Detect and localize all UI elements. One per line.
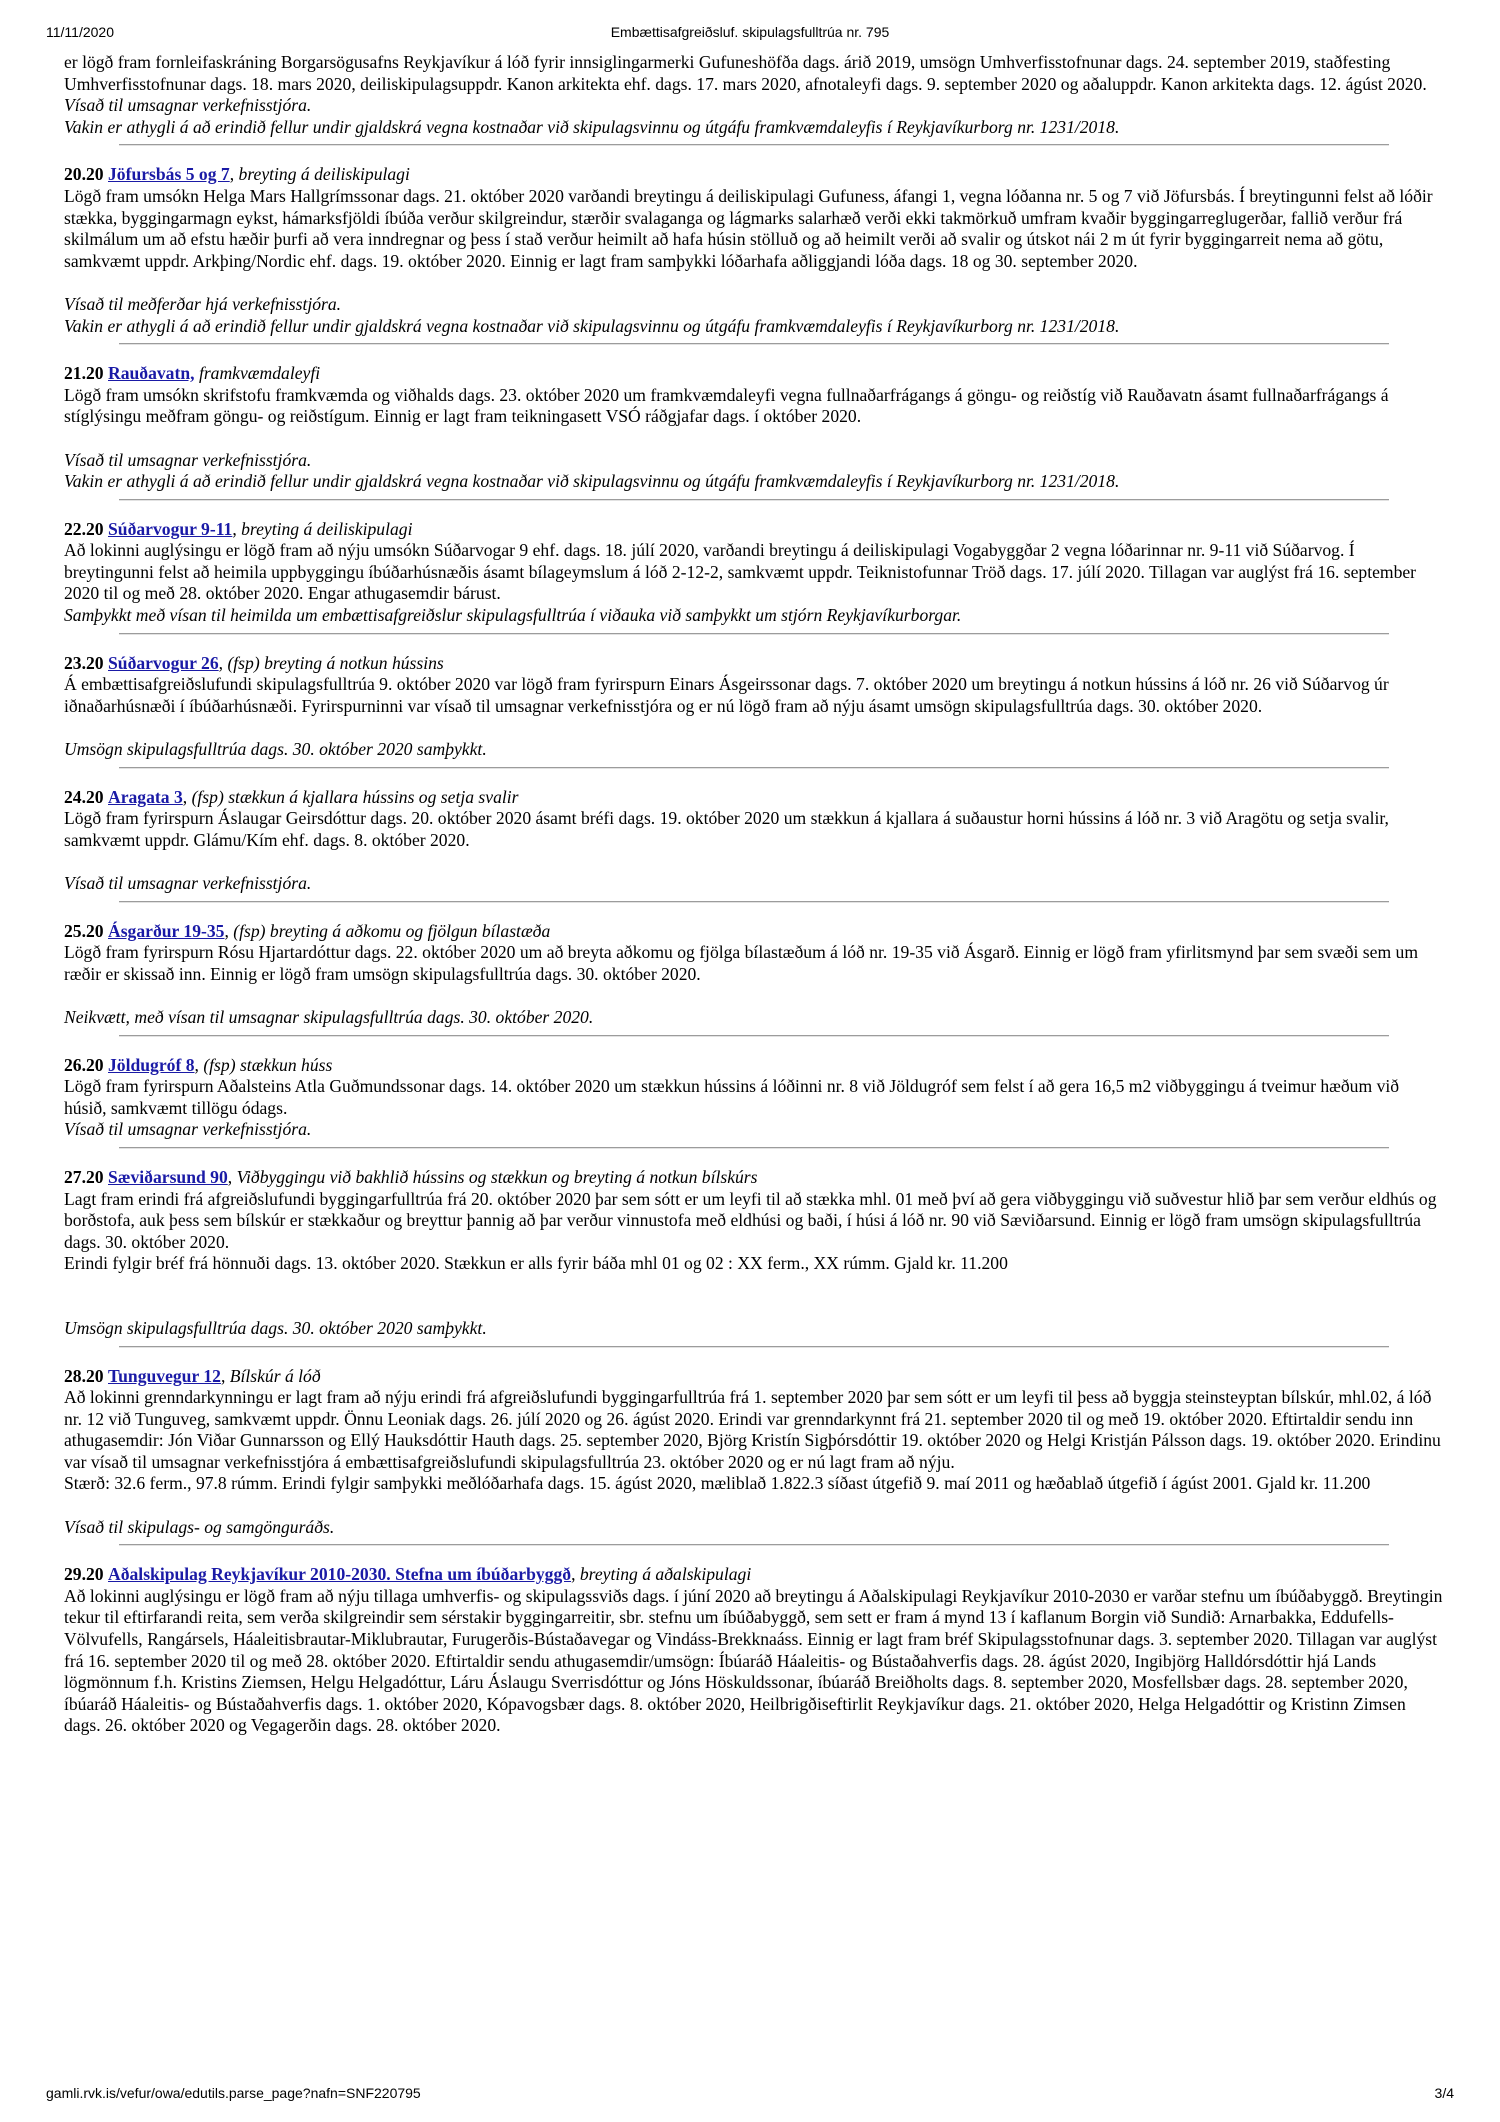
print-header [0, 24, 1500, 44]
intro-result: Vísað til umsagnar verkefnisstjóra. [64, 95, 312, 116]
item-link-sudarvogur-9-11[interactable]: Súðarvogur 9-11 [108, 518, 233, 539]
item-heading: 23.20 Súðarvogur 26, (fsp) breyting á notkun hússins [64, 652, 444, 673]
item-number: 21.20 [64, 363, 104, 384]
item-number: 29.20 [64, 1564, 104, 1585]
item-subject: (fsp) stækkun á kjallara hússins og setja svalir [191, 786, 519, 807]
item-result: Vísað til umsagnar verkefnisstjóra. [64, 449, 312, 470]
item-subject: (fsp) stækkun húss [203, 1054, 333, 1075]
item-link-raudavatn[interactable]: Rauðavatn, [108, 363, 195, 384]
item-note: Vakin er athygli á að erindið fellur undir gjaldskrá vegna kostnaðar við skipulagsvinnu og útgáfu framkvæmdaleyfis í Reykjavíkurborg nr. 1231/2018. [64, 471, 1120, 492]
item-body: Lögð fram fyrirspurn Áslaugar Geirsdóttur dags. 20. október 2020 ásamt bréfi dags. 19. október 2020 um stækkun á kjallara á suðaustur horni hússins á lóð nr. 3 við Aragötu og setja svalir, samkvæmt uppdr. Glámu/Kím ehf. dags. 8. október 2020. [64, 808, 1389, 850]
item-heading: 27.20 Sæviðarsund 90, Viðbyggingu við bakhlið hússins og stækkun og breyting á notkun bílskúrs [64, 1166, 758, 1187]
item-result: Vísað til umsagnar verkefnisstjóra. [64, 1119, 312, 1140]
item-link-saevidarsund-90[interactable]: Sæviðarsund 90 [108, 1166, 228, 1187]
item-number: 28.20 [64, 1365, 104, 1386]
agenda-item-27 [64, 1167, 1444, 1340]
agenda-item-24 [64, 787, 1444, 895]
item-note: Vakin er athygli á að erindið fellur undir gjaldskrá vegna kostnaðar við skipulagsvinnu og útgáfu framkvæmdaleyfis í Reykjavíkurborg nr. 1231/2018. [64, 315, 1120, 336]
item-result: Umsögn skipulagsfulltrúa dags. 30. október 2020 samþykkt. [64, 739, 487, 760]
item-body: Lögð fram umsókn skrifstofu framkvæmda og viðhalds dags. 23. október 2020 um framkvæmdaleyfi vegna fullnaðarfrágangs á göngu- og reiðstíg við Rauðavatn ásamt fullnaðarfrágangs á stíglýsingu meðfram göngu- og reiðstígum. Einnig er lagt fram teikningasett VSÓ ráðgjafar dags. í október 2020. [64, 384, 1389, 427]
item-subject: Viðbyggingu við bakhlið hússins og stækkun og breyting á notkun bílskúrs [236, 1166, 758, 1187]
item-subject: breyting á deiliskipulagi [238, 164, 410, 185]
item-subject: breyting á aðalskipulagi [579, 1564, 752, 1585]
item-subject: (fsp) breyting á aðkomu og fjölgun bílastæða [233, 920, 551, 941]
item-link-tunguvegur-12[interactable]: Tunguvegur 12 [108, 1365, 221, 1386]
item-number: 23.20 [64, 652, 104, 673]
item-link-jolldugrof-8[interactable]: Jöldugróf 8 [108, 1054, 195, 1075]
separator [119, 901, 1389, 903]
agenda-item-29 [64, 1564, 1444, 1737]
separator [119, 633, 1389, 635]
item-body-extra: Stærð: 32.6 ferm., 97.8 rúmm. Erindi fylgir samþykki meðlóðarhafa dags. 15. ágúst 2020, mæliblað 1.822.3 síðast útgefið 9. maí 2011 og hæðablað útgefið í ágúst 2001. Gjald kr. 11.200 [64, 1473, 1371, 1494]
separator [119, 1346, 1389, 1348]
print-footer [0, 2085, 1500, 2105]
item-link-aragata-3[interactable]: Aragata 3 [108, 786, 183, 807]
separator [119, 499, 1389, 501]
item-number: 25.20 [64, 920, 104, 941]
item-subject: framkvæmdaleyfi [198, 363, 321, 384]
agenda-item-25 [64, 921, 1444, 1029]
item-body-extra: Erindi fylgir bréf frá hönnuði dags. 13. október 2020. Stækkun er alls fyrir báða mhl 01 og 02 : XX ferm., XX rúmm. Gjald kr. 11.200 [64, 1253, 1008, 1274]
item-number: 26.20 [64, 1054, 104, 1075]
item-link-jofursbas[interactable]: Jöfursbás 5 og 7 [108, 164, 230, 185]
meeting-minutes [64, 52, 1444, 1737]
item-subject: breyting á deiliskipulagi [241, 518, 413, 539]
item-subject: (fsp) breyting á notkun hússins [227, 652, 444, 673]
item-link-asgardur[interactable]: Ásgarður 19-35 [108, 920, 225, 941]
item-number: 27.20 [64, 1166, 104, 1187]
separator [119, 1544, 1389, 1546]
item-body: Lögð fram fyrirspurn Rósu Hjartardóttur dags. 22. október 2020 um að breyta aðkomu og fjölga bílastæðum á lóð nr. 19-35 við Ásgarð. Einnig er lögð fram yfirlitsmynd þar sem svæði sem um ræðir er skissað inn. Einnig er lögð fram umsögn skipulagsfulltrúa dags. 30. október 2020. [64, 942, 1419, 984]
item-heading: 20.20 Jöfursbás 5 og 7, breyting á deiliskipulagi [64, 164, 410, 185]
item-number: 22.20 [64, 518, 104, 539]
item-body: Lögð fram fyrirspurn Aðalsteins Atla Guðmundssonar dags. 14. október 2020 um stækkun hússins á lóðinni nr. 8 við Jöldugróf sem felst í að gera 16,5 m2 viðbyggingu á tveimur hæðum við húsið, samkvæmt tillögu ódags. [64, 1076, 1400, 1118]
item-heading: 26.20 Jöldugróf 8, (fsp) stækkun húss [64, 1054, 333, 1075]
item-body: Á embættisafgreiðslufundi skipulagsfulltrúa 9. október 2020 var lögð fram fyrirspurn Einars Ásgeirssonar dags. 7. október 2020 um breytingu á notkun hússins á lóð nr. 26 við Súðarvog úr iðnaðarhúsnæði í íbúðarhúsnæði. Fyrirspurninni var vísað til umsagnar verkefnisstjóra og er nú lögð fram að nýju ásamt umsögn skipulagsfulltrúa dags. 30. október 2020. [64, 674, 1389, 716]
item-body: Lögð fram umsókn Helga Mars Hallgrímssonar dags. 21. október 2020 varðandi breytingu á deiliskipulagi Gufuness, áfangi 1, vegna lóðanna nr. 5 og 7 við Jöfursbás. Í breytingunni felst að lóðir stækka, byggingarmagn eykst, hámarksfjöldi íbúða verður skilgreindur, stærðir svalaganga og lágmarks salarhæð verði ekki takmörkuð umfram kvaðir byggingarreglugerðar, fallið verður frá skilmálum um að efstu hæðir þurfi að vera inndregnar og þess í stað verður heimilt að hafa húsin stölluð og að heimilt verði að svalir og útskot nái 2 m út fyrir byggingarreit nema að götu, samkvæmt uppdr. Arkþing/Nordic ehf. dags. 19. október 2020. Einnig er lagt fram samþykki lóðarhafa aðliggjandi lóða dags. 18 og 30. september 2020. [64, 185, 1433, 271]
item-heading: 25.20 Ásgarður 19-35, (fsp) breyting á aðkomu og fjölgun bílastæða [64, 920, 551, 941]
item-heading: 24.20 Aragata 3, (fsp) stækkun á kjallara hússins og setja svalir [64, 786, 519, 807]
print-title: Embættisafgreiðsluf. skipulagsfulltrúa nr. 795 [610, 24, 890, 40]
print-date: 11/11/2020 [46, 24, 114, 40]
item-body: Að lokinni auglýsingu er lögð fram að nýju tillaga umhverfis- og skipulagssviðs dags. í júní 2020 að breytingu á Aðalskipulagi Reykjavíkur 2010-2030 er varðar stefnu um íbúðabyggð. Breytingin tekur til eftirfarandi reita, sem verða skilgreindir sem sérstakir byggingarreitir, sbr. stefnu um íbúðabyggð, sem sett er fram á mynd 13 í kaflanum Borgin við Sundið: Arnarbakka, Eddufells-Völvufells, Rangársels, Háaleitisbrautar-Miklubrautar, Furugerðis-Bústaðavegar og Vindáss-Brekknaáss. Einnig er lagt fram bréf Skipulagsstofnunar dags. 3. september 2020. Tillagan var auglýst frá 16. september 2020 til og með 28. október 2020. Eftirtaldir sendu athugasemdir/umsögn: Íbúaráð Háaleitis- og Bústaðahverfis dags. 28. ágúst 2020, Ingibjörg Halldórsdóttir hjá Lands lögmönnum f.h. Kristins Ziemsen, Helgu Helgadóttur, Láru Áslaugu Sverrisdóttur og Jóns Höskuldssonar, íbúaráð Breiðholts dags. 8. september 2020, Mosfellsbær dags. 28. september 2020, íbúaráð Háaleitis- og Bústaðahverfis dags. 1. október 2020, Kópavogsbær dags. 8. október 2020, Heilbrigðiseftirlit Reykjavíkur dags. 21. október 2020, Helga Helgadóttir og Kristinn Zimsen dags. 26. október 2020 og Vegagerðin dags. 28. október 2020. [64, 1585, 1443, 1736]
item-number: 20.20 [64, 164, 104, 185]
separator [119, 767, 1389, 769]
item-heading: 29.20 Aðalskipulag Reykjavíkur 2010-2030. Stefna um íbúðarbyggð, breyting á aðalskipulagi [64, 1564, 752, 1585]
item-link-sudarvogur-26[interactable]: Súðarvogur 26 [108, 652, 219, 673]
page-number: 3/4 [1434, 2085, 1454, 2101]
separator [119, 343, 1389, 345]
item-result: Neikvætt, með vísan til umsagnar skipulagsfulltrúa dags. 30. október 2020. [64, 1006, 594, 1027]
intro-body: er lögð fram fornleifaskráning Borgarsögusafns Reykjavíkur á lóð fyrir innsiglingarmerki Gufuneshöfða dags. árið 2019, umsögn Umhverfisstofnunar dags. 24. september 2019, staðfesting Umhverfisstofnunar dags. 18. mars 2020, deiliskipulagsuppdr. Kanon arkitekta ehf. dags. 17. mars 2020, afnotaleyfi dags. 9. september 2020 og aðaluppdr. Kanon arkitekta dags. 12. ágúst 2020. [64, 52, 1427, 94]
item-result: Umsögn skipulagsfulltrúa dags. 30. október 2020 samþykkt. [64, 1317, 487, 1338]
item-result: Vísað til umsagnar verkefnisstjóra. [64, 873, 312, 893]
item-number: 24.20 [64, 786, 104, 807]
item-result: Vísað til meðferðar hjá verkefnisstjóra. [64, 293, 342, 314]
item-result: Vísað til skipulags- og samgönguráðs. [64, 1516, 335, 1537]
item-link-adalskipulag[interactable]: Aðalskipulag Reykjavíkur 2010-2030. Stefna um íbúðarbyggð [108, 1564, 572, 1585]
separator [119, 1035, 1389, 1037]
agenda-item-26 [64, 1055, 1444, 1141]
separator [119, 144, 1389, 146]
agenda-item-28 [64, 1366, 1444, 1539]
separator [119, 1147, 1389, 1149]
print-url: gamli.rvk.is/vefur/owa/edutils.parse_page?nafn=SNF220795 [46, 2085, 421, 2101]
agenda-item-22 [64, 519, 1444, 627]
item-subject: Bílskúr á lóð [229, 1365, 321, 1386]
item-heading: 22.20 Súðarvogur 9-11, breyting á deiliskipulagi [64, 518, 413, 539]
agenda-item-20 [64, 164, 1444, 337]
agenda-item-23 [64, 653, 1444, 761]
item-heading: 28.20 Tunguvegur 12, Bílskúr á lóð [64, 1365, 321, 1386]
item-body: Að lokinni auglýsingu er lögð fram að nýju umsókn Súðarvogar 9 ehf. dags. 18. júlí 2020, varðandi breytingu á deiliskipulagi Vogabyggðar 2 vegna lóðarinnar nr. 9-11 við Súðarvog. Í breytingunni felst að heimila uppbyggingu íbúðarhúsnæðis ásamt bílageymslum á lóð 2-12-2, samkvæmt uppdr. Teiknistofunnar Tröð dags. 17. júlí 2020. Tillagan var auglýst frá 16. september 2020 til og með 28. október 2020. Engar athugasemdir bárust. [64, 540, 1417, 604]
item-result: Samþykkt með vísan til heimilda um embættisafgreiðslur skipulagsfulltrúa í viðauka við samþykkt um stjórn Reykjavíkurborgar. [64, 605, 962, 626]
intro-note: Vakin er athygli á að erindið fellur undir gjaldskrá vegna kostnaðar við skipulagsvinnu og útgáfu framkvæmdaleyfis í Reykjavíkurborg nr. 1231/2018. [64, 116, 1120, 137]
item-body: Lagt fram erindi frá afgreiðslufundi byggingarfulltrúa frá 20. október 2020 þar sem sótt er um leyfi til að stækka mhl. 01 með því að gera viðbyggingu við suðvestur hlið þar sem verður eldhús og borðstofa, auk þess sem bílskúr er stækkaður og breyttur þannig að þar verður vinnustofa með eldhúsi og baði, í húsi á lóð nr. 90 við Sæviðarsund. Einnig er lögð fram umsögn skipulagsfulltrúa dags. 30. október 2020. [64, 1188, 1437, 1252]
item-heading [64, 363, 1444, 385]
agenda-item-21 [64, 363, 1444, 493]
item-body: Að lokinni grenndarkynningu er lagt fram að nýju erindi frá afgreiðslufundi byggingarfulltrúa frá 1. september 2020 þar sem sótt er um leyfi til þess að byggja steinsteyptan bílskúr, mhl.02, á lóð nr. 12 við Tunguveg, samkvæmt uppdr. Önnu Leoniak dags. 26. júlí 2020 og 26. ágúst 2020. Erindi var grenndarkynnt frá 21. september 2020 til og með 19. október 2020. Eftirtaldir sendu inn athugasemdir: Jón Viðar Gunnarsson og Ellý Hauksdóttir Hauth dags. 25. september 2020, Björg Kristín Sigþórsdóttir 19. október 2020 og Helgi Kristján Pálsson dags. 19. október 2020. Erindinu var vísað til umsagnar verkefnisstjóra á embættisafgreiðslufundi skipulagsfulltrúa 23. október 2020 og er nú lagt fram að nýju. [64, 1387, 1441, 1472]
